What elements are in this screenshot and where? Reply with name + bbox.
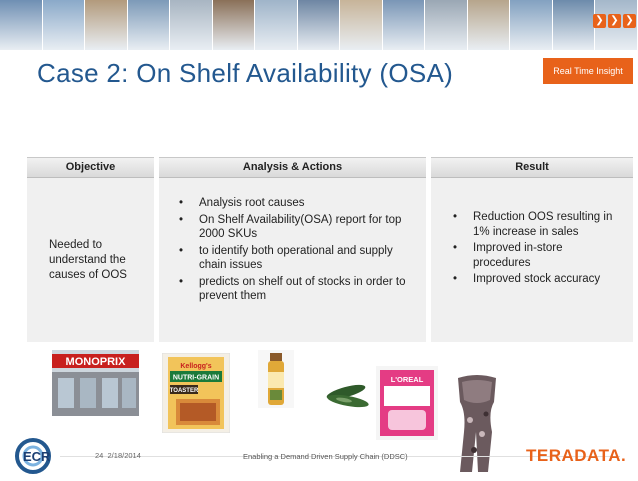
header-photo [170,0,213,50]
header-photo [553,0,596,50]
result-header: Result [431,157,633,178]
header-photo [213,0,256,50]
result-list [451,210,621,289]
chevron-right-icon[interactable]: ❯ [608,14,621,28]
header-photo [468,0,511,50]
slide-title: Case 2: On Shelf Availability (OSA) [37,58,454,88]
section-badge: Real Time Insight [543,58,633,84]
page-number: 24 [95,451,104,460]
analysis-body [159,178,426,342]
objective-header: Objective [27,157,154,178]
analysis-list [177,196,417,306]
footer-deck-title: Enabling a Demand Driven Supply Chain (DDSC) [243,452,408,461]
slide-date: 2/18/2014 [107,451,141,460]
cereal-name-text: NUTRI-GRAIN [172,374,220,382]
list-item: • Improved stock accuracy [451,272,621,287]
list-item: • predicts on shelf out of stocks in order to prevent them [177,275,417,304]
header-photo [340,0,383,50]
chevron-right-icon[interactable]: ❯ [593,14,606,28]
page-info [95,451,141,460]
juice-bottle-image [258,350,294,408]
teradata-logo: TERADATA. [526,446,627,465]
header-photo [128,0,171,50]
nav-arrows[interactable] [593,14,636,28]
header-photo [255,0,298,50]
chevron-right-icon[interactable]: ❯ [623,14,636,28]
header-photo [43,0,86,50]
list-item: • Reduction OOS resulting in 1% increase in sales [451,210,621,239]
scarf-image [448,372,506,476]
list-item: • On Shelf Availability(OSA) report for top 2000 SKUs [177,213,417,242]
list-item: • to identify both operational and supply chain issues [177,244,417,273]
header-photo [0,0,43,50]
cereal-box-image [162,353,230,433]
list-item: • Analysis root causes [177,196,417,211]
analysis-header: Analysis & Actions [159,157,426,178]
objective-text: Needed to understand the causes of OOS [49,239,127,281]
loreal-cream-image [376,366,438,440]
header-photo [510,0,553,50]
header-photo [298,0,341,50]
monoprix-store-image [52,350,139,416]
list-item: • Improved in-store procedures [451,241,621,270]
cereal-brand-text: Kellogg's [180,363,212,370]
cream-brand-text: L'OREAL [390,375,424,384]
header-photo [383,0,426,50]
result-body [431,178,633,342]
header-photo [425,0,468,50]
header-photo-strip [0,0,638,50]
cereal-variant-text: TOASTER [169,388,199,394]
cucumber-image [322,380,372,412]
objective-body [27,178,154,342]
objective-column [27,157,154,342]
result-column [431,157,633,342]
analysis-column [159,157,426,342]
store-sign-text: MONOPRIX [65,356,126,368]
header-photo [85,0,128,50]
ecr-logo-text: ECR [23,449,51,464]
